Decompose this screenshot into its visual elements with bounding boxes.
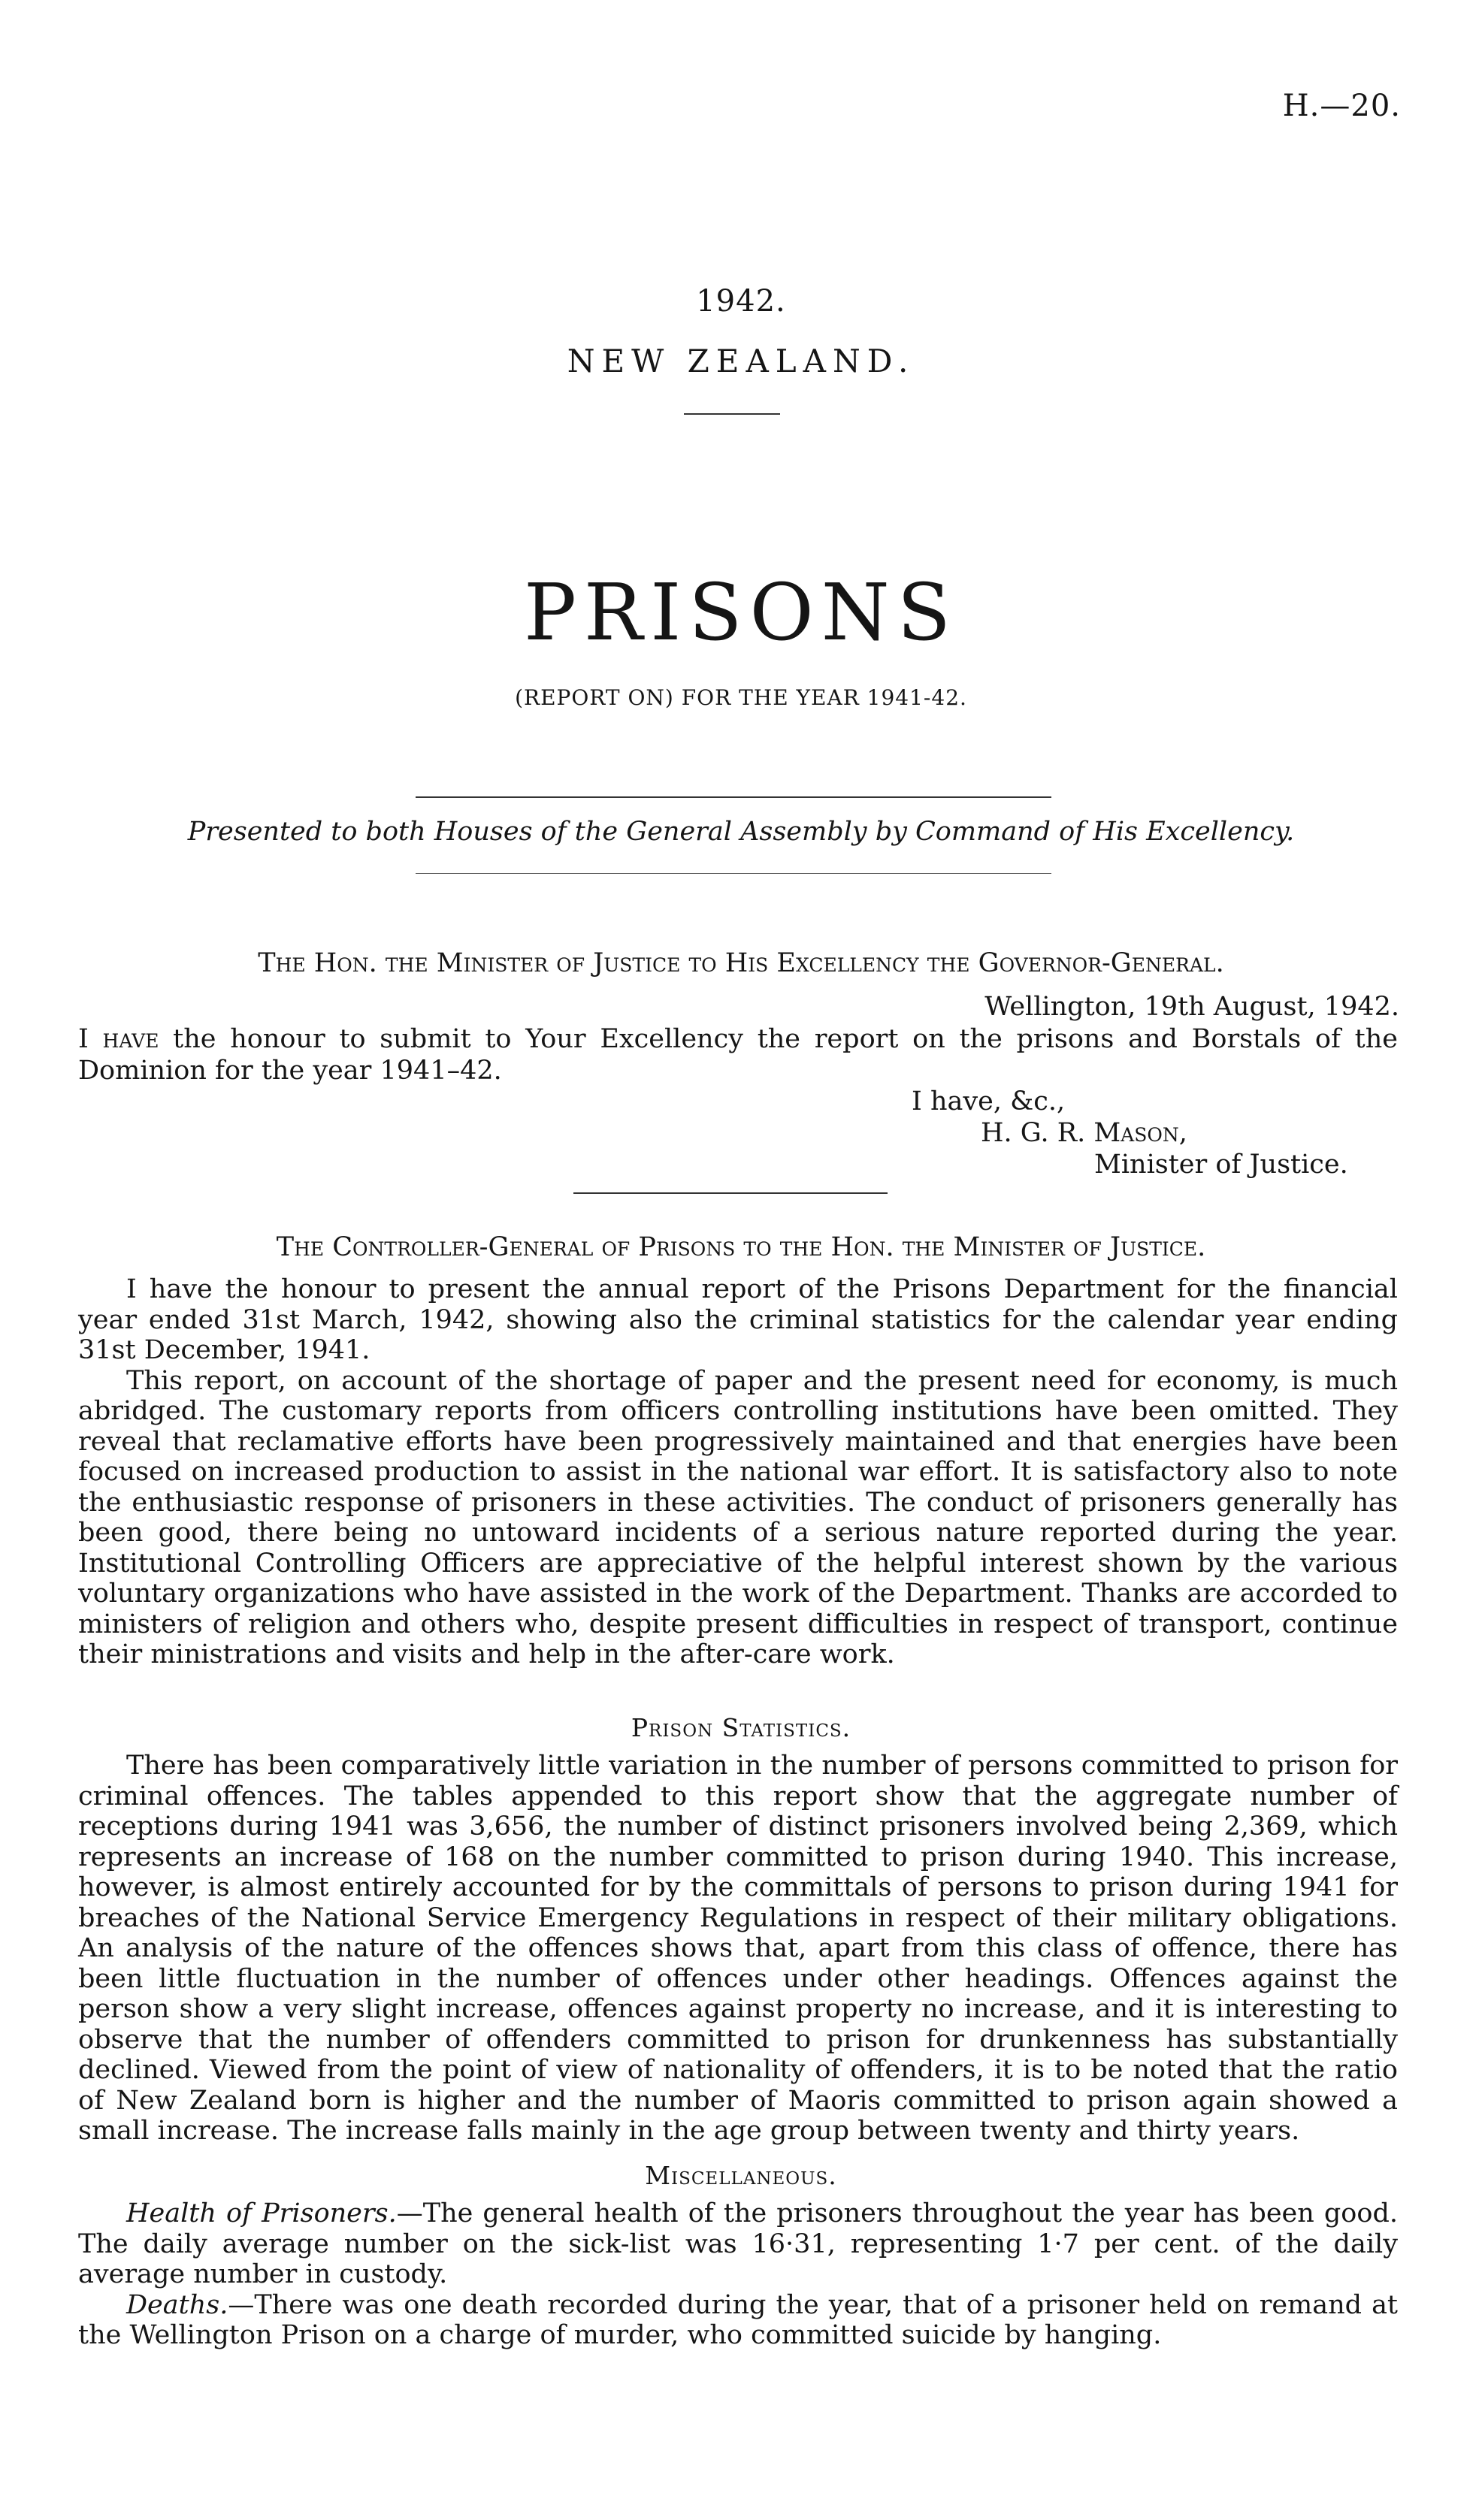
signature-name: H. G. R. Mason,: [981, 1118, 1187, 1148]
report-subtitle: (REPORT ON) FOR THE YEAR 1941-42.: [515, 685, 967, 710]
section-heading-misc: Miscellaneous.: [645, 2161, 837, 2190]
document-year: 1942.: [696, 284, 786, 319]
letter-body: [78, 1023, 1398, 1086]
address-text: The Hon. the Minister of Justice to His Excellency the Governor-General.: [258, 948, 1224, 978]
letter-dateline: Wellington, 19th August, 1942.: [984, 992, 1399, 1022]
paragraph: This report, on account of the shortage of paper and the present need for economy, is much abridged. The customary reports from officers controlling institutions have been omitted. They reveal that reclamative efforts have been progressively maintained and that energies have been focused on increased production to assist in the national war effort. It is satisfactory also to note the enthusiastic response of prisoners in these activities. The conduct of prisoners generally has been good, there being no untoward incidents of a serious nature reported during the year. Institutional Controlling Officers are appreciative of the helpful interest shown by the various voluntary organizations who have assisted in the work of the Department. Thanks are accorded to ministers of religion and others who, despite present difficulties in respect of transport, continue their ministrations and visits and help in the after-care work.: [78, 1365, 1398, 1669]
paragraph-health: [78, 2198, 1398, 2290]
health-text: —The general health of the prisoners throughout the year has been good. The daily average number on the sick-list was 16·31, representing 1·7 per cent. of the daily average number in custody.: [78, 2198, 1398, 2289]
report-intro: [78, 1274, 1398, 1670]
divider: [684, 413, 780, 415]
address-text: The Controller-General of Prisons to the Hon. the Minister of Justice.: [276, 1232, 1206, 1262]
deaths-label: Deaths.: [126, 2289, 228, 2320]
misc-section: [78, 2198, 1398, 2351]
divider: [416, 873, 1051, 874]
paragraph-deaths: [78, 2290, 1398, 2351]
health-label: Health of Prisoners.: [126, 2198, 397, 2228]
divider: [416, 796, 1051, 798]
document-code: H.—20.: [1282, 89, 1401, 123]
statistics-section: [78, 1751, 1398, 2147]
country-heading: NEW ZEALAND.: [567, 343, 915, 379]
letter-signature-title: Minister of Justice.: [1094, 1150, 1348, 1180]
letter-text: the honour to submit to Your Excellency the report on the prisons and Borstals of the Dominion for the year 1941–42.: [78, 1024, 1398, 1086]
paragraph: I have the honour to present the annual report of the Prisons Department for the financial year ended 31st March, 1942, showing also the criminal statistics for the calendar year ending 31st December, 1941.: [78, 1274, 1398, 1365]
deaths-text: —There was one death recorded during the year, that of a prisoner held on remand at the Wellington Prison on a charge of murder, who committed suicide by hanging.: [78, 2289, 1398, 2350]
letter-address-line: [0, 948, 1482, 978]
report-address-line: [0, 1232, 1482, 1262]
paragraph: There has been comparatively little variation in the number of persons committed to prison for criminal offences. The tables appended to this report show that the aggregate number of receptions during 1941 was 3,656, the number of distinct prisoners involved being 2,369, which represents an increase of 168 on the number committed to prison during 1940. This increase, however, is almost entirely accounted for by the committals of persons to prison during 1941 for breaches of the National Service Emergency Regulations in respect of their military obligations. An analysis of the nature of the offences shows that, apart from this class of offence, there has been little fluctuation in the number of offences under other headings. Offences against the person show a very slight increase, offences against property no increase, and it is interesting to observe that the number of offenders committed to prison for drunkenness has substantially declined. Viewed from the point of view of nationality of offenders, it is to be noted that the ratio of New Zealand born is higher and the number of Maoris committed to prison again showed a small increase. The increase falls mainly in the age group between twenty and thirty years.: [78, 1751, 1398, 2146]
page-title: PRISONS: [523, 567, 959, 658]
presented-line: Presented to both Houses of the General Assembly by Command of His Excellency.: [187, 817, 1295, 847]
letter-opening: I have: [78, 1024, 159, 1054]
section-heading-statistics: Prison Statistics.: [631, 1713, 851, 1742]
letter-signoff: I have, &c.,: [912, 1086, 1066, 1116]
divider: [573, 1192, 888, 1194]
letter-signature: [981, 1118, 1187, 1148]
